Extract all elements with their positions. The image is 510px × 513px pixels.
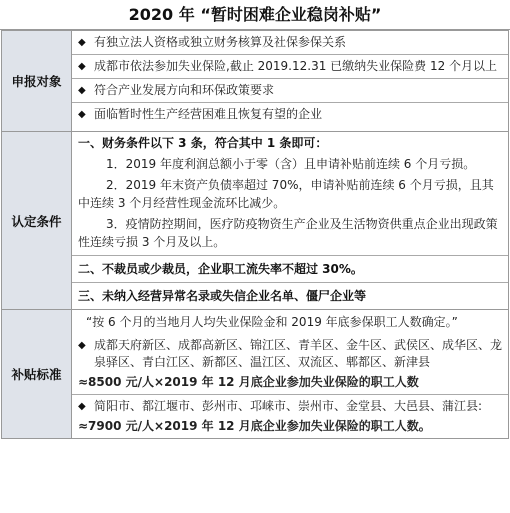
criteria-content <box>72 132 509 310</box>
group2-areas: 简阳市、都江堰市、彭州市、邛崃市、崇州市、金堂县、大邑县、蒲江县: <box>94 399 483 413</box>
list-item: ◆ 成都市依法参加失业保险,截止 2019.12.31 已缴纳失业保险费 12 个月以上 <box>72 55 508 79</box>
list-item: ◆ 有独立法人资格或独立财务核算及社保参保关系 <box>72 31 508 55</box>
criteria-heading-3: 三、未纳入经营异常名录或失信企业名单、僵尸企业等 <box>72 282 508 309</box>
criteria-item-1: 1．2019 年度利润总额小于零（含）且申请补贴前连续 6 个月亏损。 <box>106 157 476 171</box>
criteria-item-3: 3．疫情防控期间，医疗防疫物资生产企业及生活物资供重点企业出现政策性连续亏损 3 个月及以上。 <box>78 217 498 249</box>
criteria-heading-2: 二、不裁员或少裁员，企业职工流失率不超过 30%。 <box>72 255 508 282</box>
list-item: ◆ 符合产业发展方向和环保政策要求 <box>72 79 508 103</box>
standard-intro: “按 6 个月的当地月人均失业保险金和 2019 年底参保职工人数确定。” <box>86 315 458 329</box>
list-item <box>72 394 508 415</box>
standard-section <box>2 310 509 439</box>
policy-table <box>1 30 509 439</box>
criteria-item-2: 2．2019 年末资产负债率超过 70%，申请补贴前连续 6 个月亏损，且其中连续 3 个月经营性现金流环比减少。 <box>78 178 494 210</box>
page-title: 2020 年 “暂时困难企业稳岗补贴” <box>0 0 510 30</box>
diamond-icon: ◆ <box>78 109 86 120</box>
group2-formula: ≈7900 元/人×2019 年 12 月底企业参加失业保险的职工人数。 <box>78 419 431 433</box>
apply-section <box>2 31 509 132</box>
diamond-icon: ◆ <box>78 340 86 351</box>
group1-formula: ≈8500 元/人×2019 年 12 月底企业参加失业保险的职工人数 <box>78 375 419 389</box>
standard-content <box>72 310 509 439</box>
group1-areas: 成都天府新区、成都高新区、锦江区、青羊区、金牛区、武侯区、成华区、龙泉驿区、青白江区、新都区、温江区、双流区、郫都区、新津县 <box>94 338 503 369</box>
diamond-icon: ◆ <box>78 85 86 96</box>
criteria-section <box>2 132 509 310</box>
diamond-icon: ◆ <box>78 61 86 72</box>
criteria-heading-1: 一、财务条件以下 3 条，符合其中 1 条即可： <box>78 136 328 150</box>
list-item: ◆ 面临暂时性生产经营困难且恢复有望的企业 <box>78 107 323 121</box>
criteria-label: 认定条件 <box>2 132 72 310</box>
apply-label: 申报对象 <box>2 31 72 132</box>
apply-content <box>72 31 509 132</box>
diamond-icon: ◆ <box>78 37 86 48</box>
diamond-icon: ◆ <box>78 401 86 412</box>
list-item <box>72 334 508 371</box>
standard-label: 补贴标准 <box>2 310 72 439</box>
